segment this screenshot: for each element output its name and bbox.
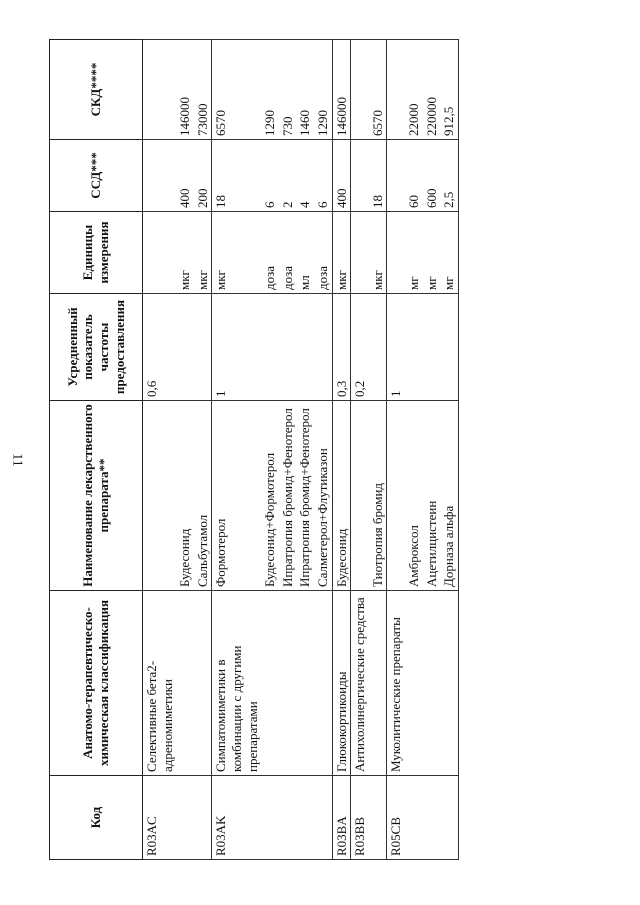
cell-code bbox=[176, 776, 194, 860]
cell-frequency: 0,6 bbox=[143, 294, 177, 401]
header-ssd: ССД*** bbox=[50, 140, 143, 212]
cell-skd: 730 bbox=[279, 40, 297, 140]
cell-drug: Будесонид bbox=[176, 401, 194, 591]
cell-frequency bbox=[440, 294, 458, 401]
table-row bbox=[212, 40, 261, 860]
cell-code bbox=[194, 776, 212, 860]
cell-code bbox=[423, 776, 441, 860]
cell-atc: Симпатомиметики в комбинации с другими препаратами bbox=[212, 591, 261, 776]
table-body bbox=[143, 40, 459, 860]
cell-atc: Селективные бета2-адреномиметики bbox=[143, 591, 177, 776]
table-row bbox=[405, 40, 423, 860]
cell-skd: 1290 bbox=[261, 40, 279, 140]
cell-frequency: 1 bbox=[387, 294, 405, 401]
rotated-table-container bbox=[49, 40, 569, 860]
table-row bbox=[332, 40, 351, 860]
cell-ssd: 2 bbox=[279, 140, 297, 212]
cell-atc bbox=[194, 591, 212, 776]
cell-ssd: 200 bbox=[194, 140, 212, 212]
header-unit: Единицы измерения bbox=[50, 212, 143, 294]
cell-skd: 912,5 bbox=[440, 40, 458, 140]
cell-atc bbox=[279, 591, 297, 776]
cell-code: R03BA bbox=[332, 776, 351, 860]
table-row bbox=[143, 40, 177, 860]
cell-atc: Муколитические препараты bbox=[387, 591, 405, 776]
table-row bbox=[296, 40, 314, 860]
cell-drug: Дорназа альфа bbox=[440, 401, 458, 591]
table-row bbox=[261, 40, 279, 860]
table-row bbox=[369, 40, 387, 860]
table-row bbox=[194, 40, 212, 860]
cell-code: R03AC bbox=[143, 776, 177, 860]
cell-unit: мл bbox=[296, 212, 314, 294]
cell-drug: Сальбутамол bbox=[194, 401, 212, 591]
cell-ssd bbox=[387, 140, 405, 212]
cell-ssd: 60 bbox=[405, 140, 423, 212]
cell-frequency: 0,3 bbox=[332, 294, 351, 401]
cell-drug: Будесонид+Формотерол bbox=[261, 401, 279, 591]
cell-frequency bbox=[405, 294, 423, 401]
cell-code bbox=[369, 776, 387, 860]
cell-drug bbox=[351, 401, 369, 591]
table-row bbox=[440, 40, 458, 860]
cell-unit: доза bbox=[261, 212, 279, 294]
cell-atc bbox=[296, 591, 314, 776]
cell-unit bbox=[143, 212, 177, 294]
cell-skd bbox=[351, 40, 369, 140]
cell-code: R03BB bbox=[351, 776, 369, 860]
header-row bbox=[50, 40, 143, 860]
cell-unit: мг bbox=[423, 212, 441, 294]
cell-unit bbox=[387, 212, 405, 294]
cell-unit: мг bbox=[405, 212, 423, 294]
cell-drug bbox=[143, 401, 177, 591]
table-row bbox=[314, 40, 332, 860]
header-drug: Наименование лекарственного препарата** bbox=[50, 401, 143, 591]
cell-code bbox=[279, 776, 297, 860]
cell-ssd: 18 bbox=[212, 140, 261, 212]
cell-ssd: 18 bbox=[369, 140, 387, 212]
cell-unit: доза bbox=[279, 212, 297, 294]
cell-unit: мкг bbox=[176, 212, 194, 294]
table-row bbox=[387, 40, 405, 860]
cell-frequency bbox=[279, 294, 297, 401]
cell-atc: Антихолинергические средства bbox=[351, 591, 369, 776]
cell-drug: Формотерол bbox=[212, 401, 261, 591]
drug-table bbox=[49, 39, 459, 860]
cell-drug bbox=[387, 401, 405, 591]
cell-ssd: 4 bbox=[296, 140, 314, 212]
cell-code bbox=[405, 776, 423, 860]
cell-ssd: 400 bbox=[332, 140, 351, 212]
page-number: 11 bbox=[9, 453, 25, 467]
cell-frequency bbox=[423, 294, 441, 401]
cell-drug: Салметерол+Флутиказон bbox=[314, 401, 332, 591]
cell-skd: 73000 bbox=[194, 40, 212, 140]
cell-frequency bbox=[296, 294, 314, 401]
cell-unit: мг bbox=[440, 212, 458, 294]
cell-skd: 146000 bbox=[332, 40, 351, 140]
cell-atc bbox=[176, 591, 194, 776]
cell-unit: мкг bbox=[332, 212, 351, 294]
cell-frequency: 0,2 bbox=[351, 294, 369, 401]
table-row bbox=[423, 40, 441, 860]
cell-code bbox=[296, 776, 314, 860]
cell-ssd: 6 bbox=[314, 140, 332, 212]
cell-ssd: 600 bbox=[423, 140, 441, 212]
cell-skd: 1460 bbox=[296, 40, 314, 140]
table-row bbox=[279, 40, 297, 860]
cell-code bbox=[314, 776, 332, 860]
cell-drug: Ипратропия бромид+Фенотерол bbox=[279, 401, 297, 591]
cell-code bbox=[440, 776, 458, 860]
cell-unit: доза bbox=[314, 212, 332, 294]
cell-drug: Тиотропия бромид bbox=[369, 401, 387, 591]
table-row bbox=[176, 40, 194, 860]
cell-drug: Амброксол bbox=[405, 401, 423, 591]
cell-frequency bbox=[176, 294, 194, 401]
cell-skd bbox=[387, 40, 405, 140]
cell-frequency bbox=[261, 294, 279, 401]
header-frequency: Усредненный показатель частоты предоставления bbox=[50, 294, 143, 401]
cell-skd bbox=[143, 40, 177, 140]
cell-skd: 220000 bbox=[423, 40, 441, 140]
cell-frequency: 1 bbox=[212, 294, 261, 401]
cell-code bbox=[261, 776, 279, 860]
cell-ssd bbox=[351, 140, 369, 212]
cell-atc bbox=[261, 591, 279, 776]
cell-ssd: 6 bbox=[261, 140, 279, 212]
cell-skd: 6570 bbox=[212, 40, 261, 140]
cell-drug: Ипратропия бромид+Фенотерол bbox=[296, 401, 314, 591]
cell-drug: Ацетилцистеин bbox=[423, 401, 441, 591]
cell-ssd bbox=[143, 140, 177, 212]
cell-code: R03AK bbox=[212, 776, 261, 860]
cell-atc bbox=[314, 591, 332, 776]
header-atc: Анатомо-терапевтическо-химическая классификация bbox=[50, 591, 143, 776]
cell-atc: Глюкокортикоиды bbox=[332, 591, 351, 776]
cell-skd: 22000 bbox=[405, 40, 423, 140]
cell-unit: мкг bbox=[194, 212, 212, 294]
cell-unit bbox=[351, 212, 369, 294]
cell-unit: мкг bbox=[369, 212, 387, 294]
cell-atc bbox=[405, 591, 423, 776]
cell-ssd: 2,5 bbox=[440, 140, 458, 212]
header-code: Код bbox=[50, 776, 143, 860]
cell-skd: 6570 bbox=[369, 40, 387, 140]
cell-frequency bbox=[314, 294, 332, 401]
cell-frequency bbox=[194, 294, 212, 401]
cell-code: R05CB bbox=[387, 776, 405, 860]
header-skd: СКД**** bbox=[50, 40, 143, 140]
cell-atc bbox=[369, 591, 387, 776]
cell-atc bbox=[440, 591, 458, 776]
cell-unit: мкг bbox=[212, 212, 261, 294]
cell-drug: Будесонид bbox=[332, 401, 351, 591]
table-row bbox=[351, 40, 369, 860]
cell-atc bbox=[423, 591, 441, 776]
cell-frequency bbox=[369, 294, 387, 401]
cell-ssd: 400 bbox=[176, 140, 194, 212]
cell-skd: 1290 bbox=[314, 40, 332, 140]
cell-skd: 146000 bbox=[176, 40, 194, 140]
